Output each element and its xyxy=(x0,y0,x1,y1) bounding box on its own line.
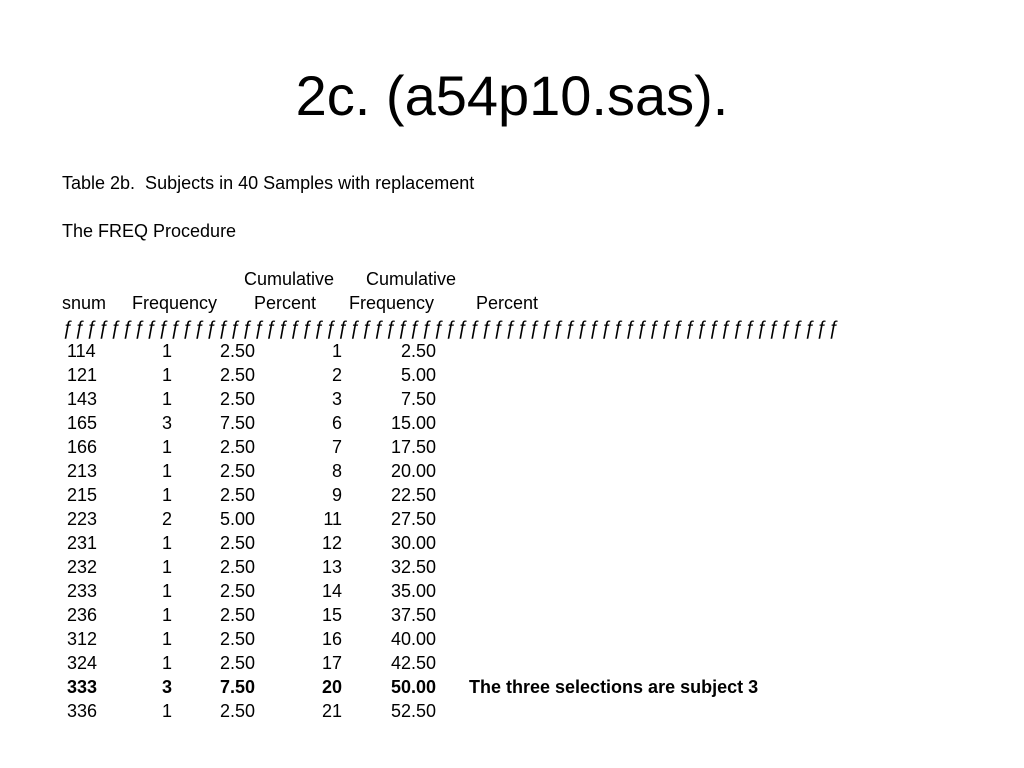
cell-snum: 166 xyxy=(67,437,98,457)
cell-cumulative-percent: 40.00 xyxy=(390,629,436,649)
cell-frequency: 1 xyxy=(161,533,172,553)
cell-percent: 2.50 xyxy=(219,629,255,649)
cell-percent: 7.50 xyxy=(219,413,255,433)
cell-cumulative-frequency: 2 xyxy=(331,365,342,385)
header-percent: Percent xyxy=(254,293,317,313)
cell-frequency: 1 xyxy=(161,437,172,457)
cell-cumulative-frequency: 13 xyxy=(321,557,342,577)
table-row xyxy=(0,651,1024,675)
table-row xyxy=(0,483,1024,507)
cell-percent: 7.50 xyxy=(219,677,255,697)
cell-snum: 333 xyxy=(67,677,98,697)
cell-cumulative-percent: 17.50 xyxy=(390,437,436,457)
cell-cumulative-frequency: 20 xyxy=(321,677,342,697)
cell-cumulative-frequency: 6 xyxy=(331,413,342,433)
table-caption: Table 2b. Subjects in 40 Samples with replacement xyxy=(62,173,475,193)
cell-percent: 2.50 xyxy=(219,461,255,481)
cell-percent: 2.50 xyxy=(219,701,255,721)
cell-percent: 2.50 xyxy=(219,653,255,673)
cell-cumulative-percent: 20.00 xyxy=(390,461,436,481)
cell-percent: 2.50 xyxy=(219,365,255,385)
cell-cumulative-frequency: 14 xyxy=(321,581,342,601)
cell-snum: 233 xyxy=(67,581,98,601)
cell-snum: 143 xyxy=(67,389,98,409)
cell-snum: 213 xyxy=(67,461,98,481)
cell-cumulative-percent: 7.50 xyxy=(400,389,436,409)
header-snum: snum xyxy=(62,293,107,313)
cell-cumulative-percent: 2.50 xyxy=(400,341,436,361)
cell-cumulative-percent: 37.50 xyxy=(390,605,436,625)
cell-snum: 312 xyxy=(67,629,98,649)
cell-cumulative-percent: 32.50 xyxy=(390,557,436,577)
header-rule: ƒƒƒƒƒƒƒƒƒƒƒƒƒƒƒƒƒƒƒƒƒƒƒƒƒƒƒƒƒƒƒƒƒƒƒƒƒƒƒƒƒƒƒƒƒƒƒƒƒƒƒƒƒƒƒƒƒƒƒƒƒƒƒƒƒ xyxy=(62,318,840,339)
cell-cumulative-percent: 27.50 xyxy=(390,509,436,529)
cell-snum: 223 xyxy=(67,509,98,529)
table-row xyxy=(0,411,1024,435)
header-cumulative-percent: Percent xyxy=(476,293,539,313)
row-annotation: The three selections are subject 3 xyxy=(469,677,759,697)
cell-cumulative-frequency: 1 xyxy=(331,341,342,361)
cell-percent: 2.50 xyxy=(219,605,255,625)
cell-frequency: 1 xyxy=(161,341,172,361)
table-row xyxy=(0,531,1024,555)
table-row xyxy=(0,675,1024,699)
cell-snum: 114 xyxy=(67,341,96,361)
cell-percent: 2.50 xyxy=(219,485,255,505)
table-row xyxy=(0,387,1024,411)
cell-snum: 165 xyxy=(67,413,98,433)
cell-percent: 5.00 xyxy=(219,509,255,529)
cell-cumulative-frequency: 9 xyxy=(331,485,342,505)
header-frequency: Frequency xyxy=(132,293,218,313)
cell-cumulative-frequency: 15 xyxy=(321,605,342,625)
cell-cumulative-percent: 15.00 xyxy=(390,413,436,433)
cell-frequency: 1 xyxy=(161,605,172,625)
cell-frequency: 2 xyxy=(161,509,172,529)
table-row xyxy=(0,699,1024,723)
header-cumulative-frequency-top: Cumulative xyxy=(244,269,335,289)
table-row xyxy=(0,627,1024,651)
cell-frequency: 1 xyxy=(161,365,172,385)
cell-percent: 2.50 xyxy=(219,389,255,409)
table-row xyxy=(0,435,1024,459)
cell-snum: 121 xyxy=(67,365,98,385)
header-cumulative-frequency: Frequency xyxy=(349,293,435,313)
table-row xyxy=(0,459,1024,483)
cell-cumulative-percent: 52.50 xyxy=(390,701,436,721)
cell-frequency: 1 xyxy=(161,485,172,505)
cell-cumulative-frequency: 16 xyxy=(321,629,342,649)
table-row xyxy=(0,339,1024,363)
cell-snum: 336 xyxy=(67,701,98,721)
cell-snum: 232 xyxy=(67,557,98,577)
cell-cumulative-frequency: 21 xyxy=(321,701,342,721)
cell-cumulative-frequency: 7 xyxy=(331,437,342,457)
cell-frequency: 3 xyxy=(161,413,172,433)
slide-title: 2c. (a54p10.sas). xyxy=(295,64,729,127)
cell-cumulative-frequency: 3 xyxy=(331,389,342,409)
cell-cumulative-frequency: 8 xyxy=(331,461,342,481)
cell-frequency: 1 xyxy=(161,557,172,577)
table-row xyxy=(0,363,1024,387)
cell-cumulative-frequency: 17 xyxy=(321,653,342,673)
table-row xyxy=(0,603,1024,627)
cell-frequency: 1 xyxy=(161,461,172,481)
cell-frequency: 1 xyxy=(161,629,172,649)
cell-frequency: 1 xyxy=(161,701,172,721)
table-row xyxy=(0,507,1024,531)
cell-cumulative-percent: 5.00 xyxy=(400,365,436,385)
cell-cumulative-percent: 35.00 xyxy=(390,581,436,601)
cell-frequency: 1 xyxy=(161,653,172,673)
header-cumulative-percent-top: Cumulative xyxy=(366,269,457,289)
cell-percent: 2.50 xyxy=(219,581,255,601)
cell-cumulative-frequency: 12 xyxy=(321,533,342,553)
cell-percent: 2.50 xyxy=(219,533,255,553)
cell-cumulative-frequency: 11 xyxy=(323,509,342,529)
cell-percent: 2.50 xyxy=(219,437,255,457)
cell-snum: 236 xyxy=(67,605,98,625)
cell-snum: 324 xyxy=(67,653,98,673)
table-row xyxy=(0,579,1024,603)
cell-cumulative-percent: 42.50 xyxy=(390,653,436,673)
cell-frequency: 1 xyxy=(161,389,172,409)
cell-frequency: 3 xyxy=(161,677,172,697)
cell-percent: 2.50 xyxy=(219,341,255,361)
cell-cumulative-percent: 30.00 xyxy=(390,533,436,553)
cell-percent: 2.50 xyxy=(219,557,255,577)
table-row xyxy=(0,555,1024,579)
cell-snum: 215 xyxy=(67,485,98,505)
cell-cumulative-percent: 22.50 xyxy=(390,485,436,505)
cell-snum: 231 xyxy=(67,533,98,553)
cell-frequency: 1 xyxy=(161,581,172,601)
procedure-label: The FREQ Procedure xyxy=(62,221,237,241)
cell-cumulative-percent: 50.00 xyxy=(390,677,436,697)
